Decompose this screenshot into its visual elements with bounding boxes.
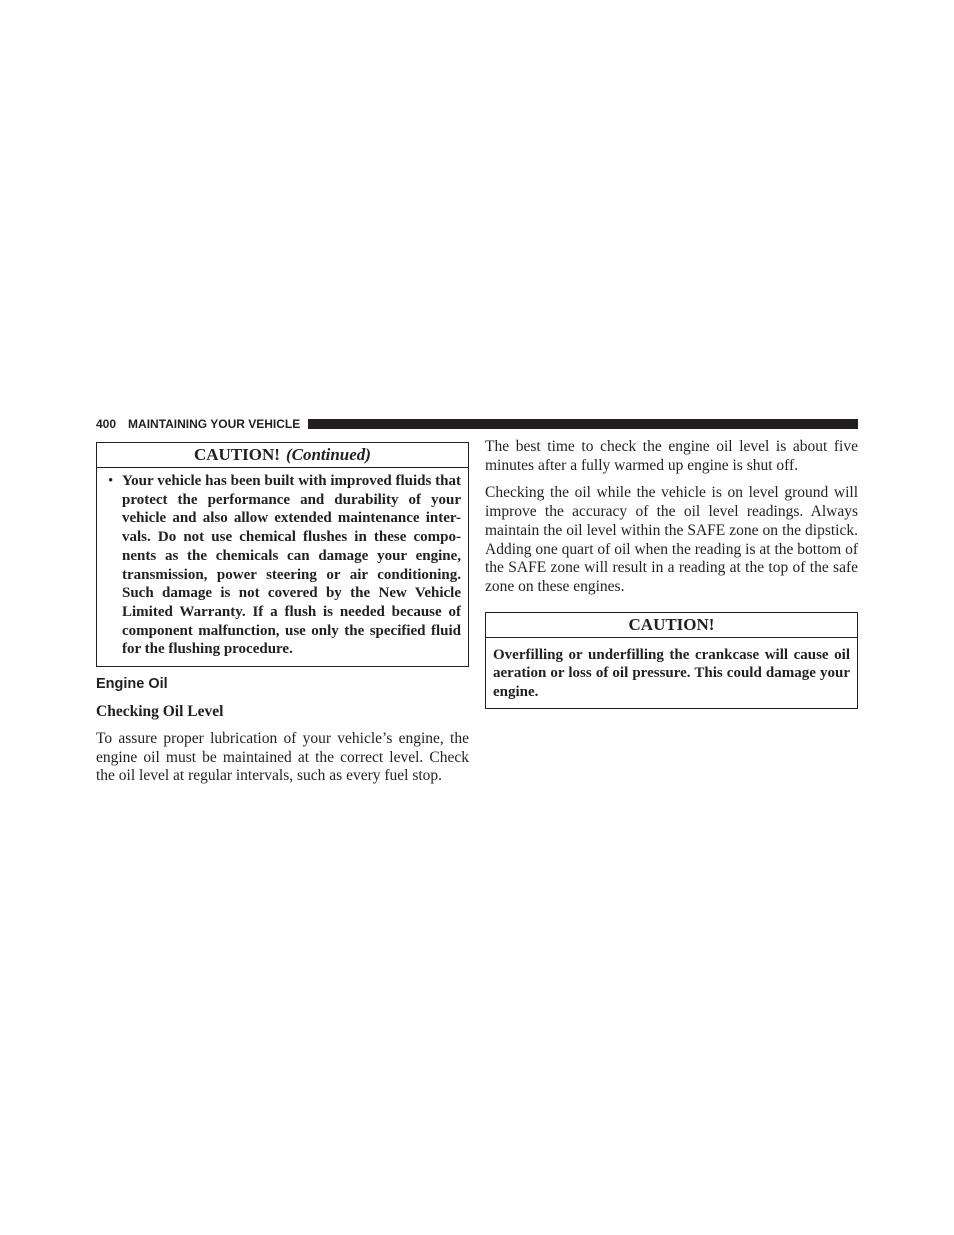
caution-title: CAUTION! [486,613,857,638]
caution-body-text: Overfilling or underfilling the crankcase will cause oil aeration or loss of oil pressure. This could damage your engine. [493,646,850,701]
subsection-heading: Checking Oil Level [96,703,224,721]
section-heading: Engine Oil [96,676,168,693]
caution-item-text: Your vehicle has been built with improved fluids that protect the performance and durability of your vehicle and also allow extended maintenance inter-vals. Do not use chemical flushes in these compo-nents as the chemicals can damage your engine, transmission, power steering or air conditioning. Such damage is not covered by the New Vehicle Limited Warranty. If a flush is needed because of component malfunction, use only the specified fluid for the flushing procedure. [122,473,461,658]
caution-body [97,468,468,666]
body-paragraph: To assure proper lubrication of your vehicle’s engine, the engine oil must be maintained at the correct level. Check the oil level at regular intervals, such as every fuel stop. [96,730,469,785]
caution-label: CAUTION! [194,445,280,464]
body-paragraph-2: Checking the oil while the vehicle is on level ground will improve the accuracy of the oil level readings. Always maintain the oil level within the SAFE zone on the dipstick. Adding one quart of oil when the reading is at the bottom of the SAFE zone will result in a reading at the top of the safe zone on these engines. [485,484,858,595]
right-column [485,438,858,709]
caution-continued-label: (Continued) [285,445,371,464]
list-item [104,472,461,659]
section-title: MAINTAINING YOUR VEHICLE [128,417,301,431]
caution-box-continued [96,442,469,667]
left-column [96,442,469,786]
body-paragraph-1: The best time to check the engine oil level is about five minutes after a fully warmed up engine is shut off. [485,438,858,474]
caution-box [485,612,858,709]
page-header [96,416,858,432]
header-rule [308,419,858,429]
page-number: 400 [96,417,117,431]
caution-title [97,443,468,468]
bullet-icon: • [108,473,114,489]
